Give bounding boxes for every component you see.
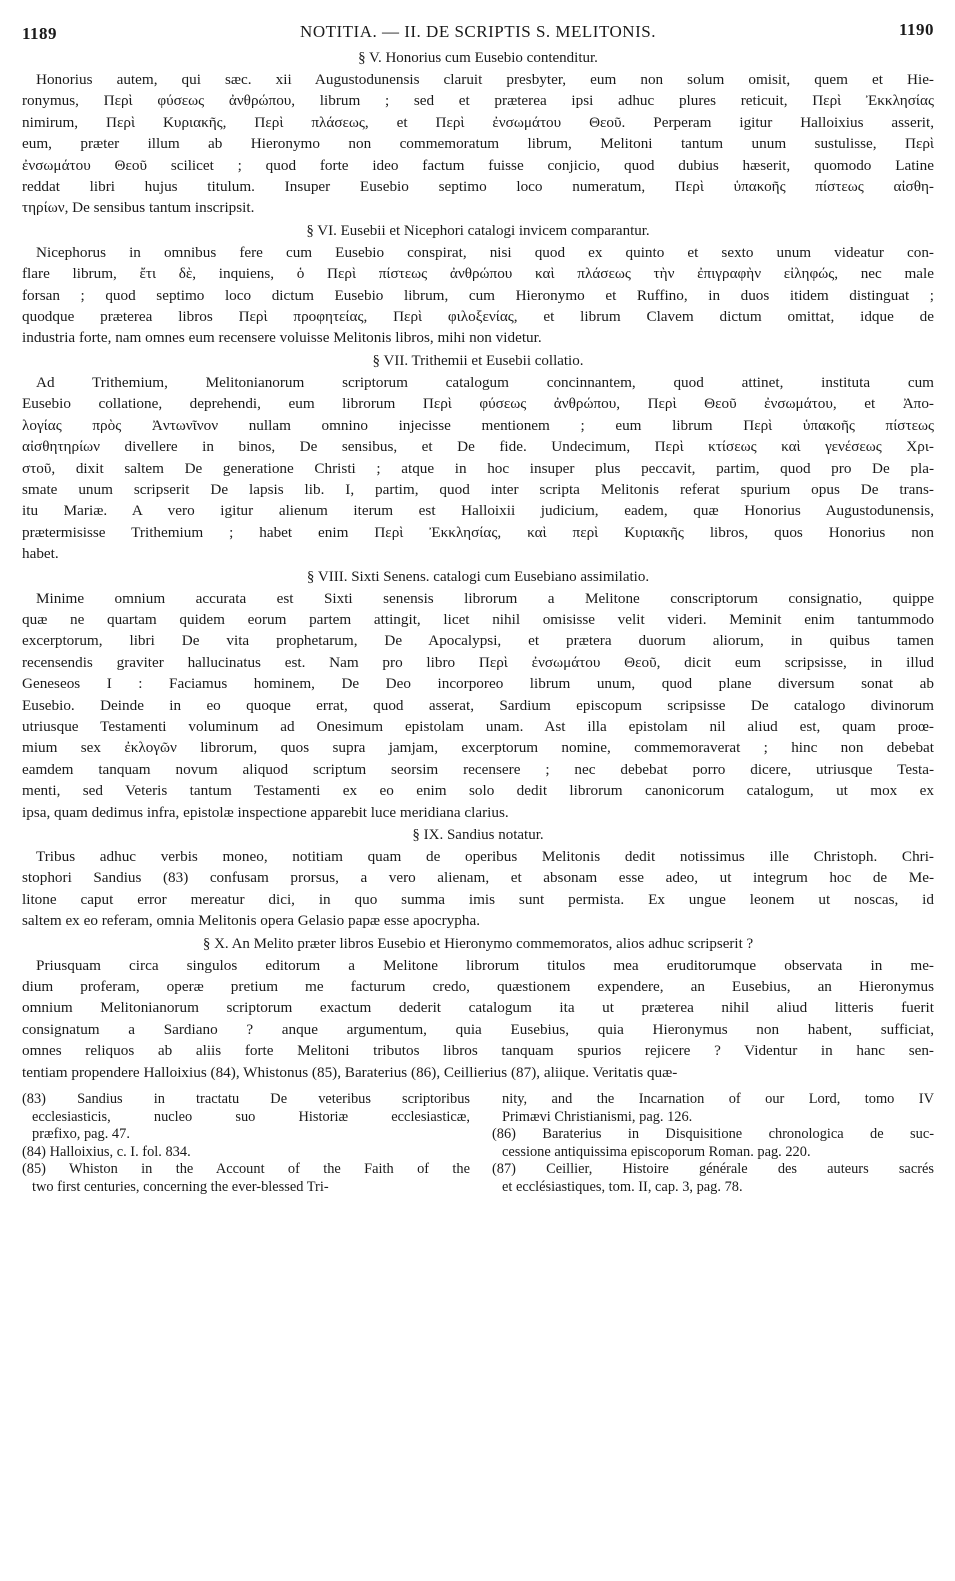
running-header	[22, 18, 934, 46]
footnote-line: (87) Ceillier, Histoire générale des auteurs sacrés	[492, 1161, 934, 1178]
text-line: αἰσθητηρίων divellere in binos, De sensibus, et De fide. Undecimum, Περὶ κτίσεως καὶ γενέσεως Χρι-	[22, 438, 934, 456]
page	[22, 18, 934, 1251]
footnote-line: (84) Halloixius, c. I. fol. 834.	[22, 1143, 191, 1160]
text-line: Geneseos I : Faciamus hominem, De Deo incorporeo librum unum, quod plane diversum sonat ab	[22, 675, 934, 693]
footnote-line: (83) Sandius in tractatu De veteribus scriptoribus	[22, 1091, 470, 1108]
footnotes-left-column	[22, 1091, 470, 1196]
text-line: στοῦ, dixit saltem De generatione Christi ; atque in hoc insuper plus peccavit, partim, quod pro De pla-	[22, 459, 934, 477]
footnotes-right-column	[492, 1091, 934, 1196]
running-title: NOTITIA. — II. DE SCRIPTIS S. MELITONIS.	[300, 22, 656, 41]
text-line: Minime omnium accurata est Sixti senensis librorum a Melitone conscriptorum consignatio, quippe	[36, 589, 934, 607]
text-line: utriusque Testamenti voluminum ad Onesimum epistolam unam. Ast illa epistolam nil aliud est, quam proœ-	[22, 717, 934, 735]
text-line: habet.	[22, 545, 59, 563]
text-line: nimirum, Περὶ Κυριακῆς, Περὶ πλάσεως, et Περὶ ἐνσωμάτου Θεοῦ. Perperam igitur Halloixius asserit,	[22, 113, 934, 131]
text-line: ἐνσωμάτου Θεοῦ scilicet ; quod forte ideo factum fuisse conjicio, quod dubius hæserit, quomodo Latine	[22, 156, 934, 174]
footnote-line: cessione antiquissima episcoporum Roman. pag. 220.	[502, 1143, 811, 1160]
footnote-line: two first centuries, concerning the ever-blessed Tri-	[32, 1178, 329, 1195]
text-line: menti, sed Veteris tantum Testamenti ex eo enim solo dedit librorum canonicorum catalogum, ut mox ex	[22, 782, 934, 800]
text-line: Priusquam circa singulos editorum a Melitone librorum titulos mea eruditorumque observata in me-	[36, 956, 934, 974]
text-line: Tribus adhuc verbis moneo, notitiam quam de operibus Melitonis dedit notissimus ille Christoph. Chri-	[36, 848, 934, 865]
text-line: ipsa, quam dedimus infra, epistolæ inspectione apparebit luce meridiana clarius.	[22, 803, 509, 821]
section-paragraph	[22, 372, 934, 565]
text-line: Eusebio. Deinde in eo quoque errat, quod asserat, Sardium episcopum scripsisse De catalogo divinorum	[22, 696, 934, 714]
text-line: consignatum a Sardiano ? anque argumentum, quia Eusebius, quia Hieronymus non habent, sufficiat,	[22, 1020, 934, 1038]
footnote-line: (85) Whiston in the Account of the Faith of the	[22, 1161, 470, 1178]
text-line: quodque præterea libros Περὶ προφητείας, Περὶ φιλοξενίας, et librum Clavem dictum omittat, idque de	[22, 308, 934, 326]
section-title: § V. Honorius cum Eusebio contenditur.	[358, 50, 598, 66]
text-line: τηρίων, De sensibus tantum inscripsit.	[22, 199, 255, 217]
text-line: Honorius autem, qui sæc. xii Augustodunensis claruit presbyter, eum non solum omisit, quem et Hie-	[36, 71, 934, 88]
section-title: § X. An Melito præter libros Eusebio et Hieronymo commemoratos, alios adhuc scripserit ?	[202, 935, 754, 952]
text-line: Eusebio collatione, deprehendi, eum librorum Περὶ φύσεως ἀνθρώπου, Περὶ Θεοῦ ἐνσωμάτου, et Ἀπο-	[22, 395, 934, 413]
text-line: omnium Melitonianorum scriptorum exactum dederit catalogum ita ut præterea nihil aliud litteris fuerit	[22, 999, 934, 1017]
text-line: eamdem tanquam novum aliquod scriptum seorsim recensere ; nec debebat porro dicere, utriusque Testa-	[22, 760, 934, 778]
text-line: mium sex ἐκλογῶν librorum, quos supra jamjam, excerptorum nomine, commemoraverat ; hinc non debebat	[22, 739, 934, 757]
text-line: recensendis graviter hallucinatus est. Nam pro libro Περὶ ἐνσωμάτου Θεοῦ, dicit eum scripsisse, in illud	[22, 653, 934, 671]
text-line: omnes reliquos ab aliis forte Melitoni tributos libros tanquam spurios rejicere ? Videntur in hanc sen-	[22, 1042, 934, 1060]
text-line: eum, præter illum ab Hieronymo non commemoratum librum, Melitoni tantum unum sustulisse, Περὶ	[22, 135, 934, 153]
text-line: industria forte, nam omnes eum recensere voluisse Melitonis libros, mihi non videtur.	[22, 329, 542, 347]
section-title: § VI. Eusebii et Nicephori catalogi invicem comparantur.	[306, 222, 650, 239]
text-line: flare librum, ἔτι δὲ, inquiens, ὁ Περὶ πίστεως ἀνθρώπου καὶ πλάσεως τὴν ἐπιγραφὴν εἰληφώς, nec male	[22, 265, 934, 283]
text-line: Nicephorus in omnibus fere cum Eusebio conspirat, nisi quod ex quinto et sexto unum videatur con-	[36, 243, 934, 261]
text-line: excerptorum, libri De vita prophetarum, De Apocalypsi, et prætera duorum aliorum, in quibus tamen	[22, 632, 934, 650]
section-title: § VII. Trithemii et Eusebii collatio.	[372, 352, 584, 369]
column-number-right: 1190	[898, 20, 934, 39]
footnote-line: (86) Baraterius in Disquisitione chronologica de suc-	[492, 1126, 934, 1143]
text-line: reddat libri hujus titulum. Insuper Eusebio septimo loco numeratum, Περὶ ὑπακοῆς πίστεως αἰσθη-	[22, 178, 934, 196]
footnote-line: præfixo, pag. 47.	[32, 1126, 130, 1143]
text-line: dium proferam, operæ pretium me facturum credo, quæstionem expendere, an Eusebius, an Hieronymus	[22, 978, 934, 996]
text-line: λογίας πρὸς Ἀντωνῖνον nullam omnino injecisse mentionem ; eum librum Περὶ ὑπακοῆς πίστεως	[22, 416, 934, 434]
section-title: § VIII. Sixti Senens. catalogi cum Eusebiano assimilatio.	[306, 568, 650, 585]
section-paragraph	[22, 242, 934, 349]
column-number-left: 1189	[22, 24, 58, 43]
text-line: saltem ex eo referam, omnia Melitonis opera Gelasio papæ esse apocrypha.	[22, 912, 480, 930]
text-line: quæ ne quartam quidem eorum partem attingit, licet nihil omisisse velit videri. Meminit enim tantummodo	[22, 610, 934, 628]
footnote-line: nity, and the Incarnation of our Lord, tomo IV	[502, 1091, 934, 1108]
footnote-line: ecclesiasticis, nucleo suo Historiæ ecclesiasticæ,	[32, 1108, 470, 1125]
body-text	[22, 49, 934, 1083]
text-line: tentiam propendere Halloixius (84), Whistonus (85), Baraterius (86), Ceillierius (87), aliique. Veritatis quæ-	[22, 1063, 678, 1081]
text-line: litone caput error mereatur dici, in quo summa imis sunt permista. Ex ungue leonem ut noscas, id	[22, 890, 934, 908]
text-line: itu Mariæ. A vero igitur alienum iterum est Halloixii judicium, eadem, quæ Honorius Augustodunensis,	[22, 502, 934, 520]
text-line: ronymus, Περὶ φύσεως ἀνθρώπου, librum ; sed et præterea ipsi adhuc plures reticuit, Περὶ Ἐκκλησίας	[22, 92, 934, 110]
section-title: § IX. Sandius notatur.	[412, 827, 544, 843]
text-line: stophori Sandius (83) confusam prorsus, a vero alienam, et absonam esse adeo, ut integrum hoc de Me-	[22, 869, 934, 887]
text-line: smate unum scripserit De lapsis lib. I, partim, quod inter scripta Melitonis referat spurium opus De trans-	[22, 480, 934, 498]
section-paragraph	[22, 955, 934, 1083]
footnotes	[22, 1091, 934, 1251]
footnote-line: Primævi Christianismi, pag. 126.	[502, 1108, 693, 1125]
section-paragraph	[22, 69, 934, 219]
text-line: prætermisisse Trithemium ; habet enim Περὶ Ἐκκλησίας, καὶ περὶ Κυριακῆς libros, quos Honorius non	[22, 523, 934, 541]
section-paragraph	[22, 588, 934, 823]
section-paragraph	[22, 846, 934, 932]
footnote-line: et ecclésiastiques, tom. II, cap. 3, pag. 78.	[502, 1178, 743, 1195]
text-line: forsan ; quod septimo loco dictum Eusebio librum, cum Hieronymo et Ruffino, in duos itidem distinguat ;	[22, 286, 934, 304]
text-line: Ad Trithemium, Melitonianorum scriptorum catalogum concinnantem, quod attinet, instituta cum	[36, 373, 934, 391]
